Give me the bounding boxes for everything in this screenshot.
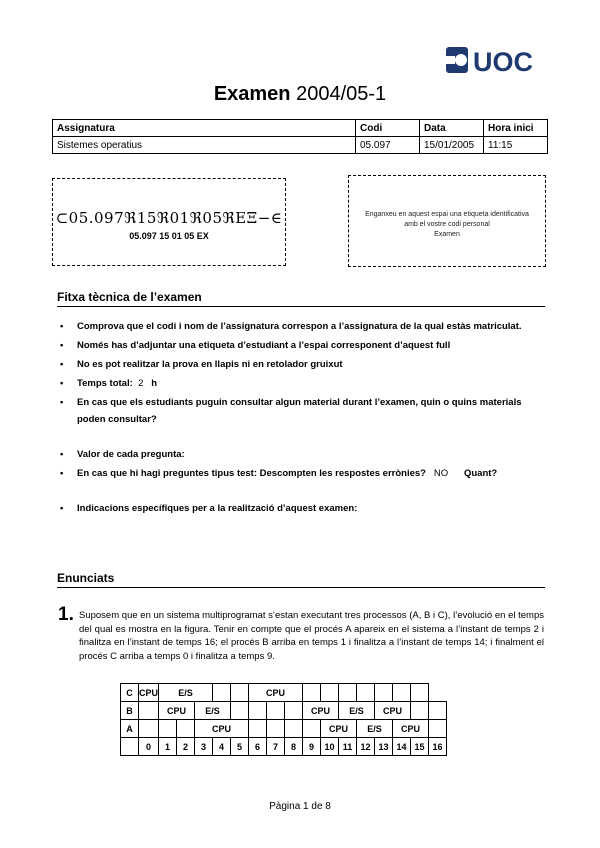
- header-code: Codi: [356, 120, 420, 137]
- timeline-cell: [139, 720, 159, 738]
- barcode-box: [52, 178, 286, 266]
- list-item: • En cas que els estudiants puguin consultar algun material durant l’examen, quin o quins materials poden consultar?: [57, 394, 537, 428]
- timeline-cell: [357, 684, 375, 702]
- list-item: • Comprova que el codi i nom de l’assignatura correspon a l’assignatura de la qual estàs matriculat.: [57, 318, 537, 335]
- row-label-c: C: [121, 684, 139, 702]
- section-heading-statements: Enunciats: [57, 571, 545, 588]
- code-value: 05.097: [356, 137, 420, 154]
- timeline-cell: [249, 702, 267, 720]
- time-tick: 5: [231, 738, 249, 756]
- timeline-cell: [249, 720, 267, 738]
- barcode-text: 05.097 15 01 05 EX: [129, 231, 209, 241]
- subject-value: Sistemes operatius: [53, 137, 356, 154]
- process-timeline-diagram: [120, 683, 447, 756]
- timeline-cell: [231, 684, 249, 702]
- question-text: Suposem que en un sistema multiprogramat s’estan executant tres processos (A, B i C), l’evolució en el temps del qual es mostra en la figura. Tenir en compte que el procés A apareix en el sistema a l’instant de temps 2 i finalitza en l’instant de temps 16; el procés B arriba en temps 1 i finalitza a l’instant de temps 14; i finalment el procés C arriba a temps 0 i finalitza a temps 9.: [79, 610, 544, 662]
- timeline-cell: CPU: [159, 702, 195, 720]
- time-tick: 2: [177, 738, 195, 756]
- timeline-cell: CPU: [139, 684, 159, 702]
- timeline-cell: [429, 720, 447, 738]
- list-item: • Temps total: 2 h: [57, 375, 537, 392]
- time-tick: 0: [139, 738, 159, 756]
- timeline-cell: E/S: [195, 702, 231, 720]
- timeline-cell: [267, 720, 285, 738]
- list-item: • Valor de cada pregunta:: [57, 446, 537, 463]
- header-date: Data: [420, 120, 484, 137]
- label-instruction-3: Examen: [434, 231, 460, 238]
- timeline-cell: [285, 720, 303, 738]
- exam-info-table: [52, 119, 548, 154]
- time-tick: 6: [249, 738, 267, 756]
- timeline-cell: E/S: [357, 720, 393, 738]
- time-tick: 7: [267, 738, 285, 756]
- timeline-cell: [411, 702, 429, 720]
- header-start-time: Hora inici: [484, 120, 548, 137]
- timeline-cell: CPU: [303, 702, 339, 720]
- timeline-cell: [213, 684, 231, 702]
- student-label-box: [348, 175, 546, 267]
- timeline-cell: [285, 702, 303, 720]
- timeline-cell: [375, 684, 393, 702]
- timeline-cell: [393, 684, 411, 702]
- timeline-cell: CPU: [195, 720, 249, 738]
- start-time-value: 11:15: [484, 137, 548, 154]
- time-tick: 12: [357, 738, 375, 756]
- timeline-cell: [321, 684, 339, 702]
- negative-marking-value: NO: [433, 468, 449, 479]
- timeline-cell: CPU: [393, 720, 429, 738]
- axis-corner: [121, 738, 139, 756]
- timeline-cell: [429, 702, 447, 720]
- timeline-cell: [339, 684, 357, 702]
- time-tick: 15: [411, 738, 429, 756]
- timeline-cell: [231, 702, 249, 720]
- label-instruction-2: amb el vostre codi personal: [404, 221, 490, 228]
- page-title: Examen 2004/05-1: [213, 83, 387, 105]
- date-value: 15/01/2005: [420, 137, 484, 154]
- total-time-value: 2: [138, 378, 144, 389]
- timeline-cell: E/S: [159, 684, 213, 702]
- row-label-a: A: [121, 720, 139, 738]
- time-tick: 9: [303, 738, 321, 756]
- timeline-cell: E/S: [339, 702, 375, 720]
- timeline-cell: [177, 720, 195, 738]
- timeline-cell: CPU: [321, 720, 357, 738]
- time-tick: 4: [213, 738, 231, 756]
- header-subject: Assignatura: [53, 120, 356, 137]
- timeline-cell: CPU: [375, 702, 411, 720]
- question-number: 1.: [58, 604, 74, 625]
- time-tick: 3: [195, 738, 213, 756]
- time-tick: 13: [375, 738, 393, 756]
- technical-bullets: [57, 318, 537, 517]
- timeline-cell: CPU: [249, 684, 303, 702]
- time-tick: 1: [159, 738, 177, 756]
- label-instruction-1: Enganxeu en aquest espai una etiqueta identificativa: [365, 211, 529, 218]
- timeline-cell: [159, 720, 177, 738]
- time-tick: 8: [285, 738, 303, 756]
- time-tick: 14: [393, 738, 411, 756]
- logo-text: UOC: [473, 47, 533, 75]
- timeline-cell: [303, 684, 321, 702]
- list-item: • No es pot realitzar la prova en llapis ni en retolador gruixut: [57, 356, 537, 373]
- time-tick: 11: [339, 738, 357, 756]
- barcode-glyphs: ⊂05.097ℜ15ℜ01ℜ05ℜEΞ−∈: [55, 209, 283, 227]
- row-label-b: B: [121, 702, 139, 720]
- timeline-cell: [139, 702, 159, 720]
- timeline-cell: [303, 720, 321, 738]
- list-item: • En cas que hi hagi preguntes tipus test: Descompten les respostes errònies? NO Quant?: [57, 465, 537, 482]
- section-heading-technical: Fitxa tècnica de l’examen: [57, 290, 545, 307]
- uoc-logo: [446, 45, 546, 75]
- list-item: • Indicacions específiques per a la realització d’aquest examen:: [57, 500, 537, 517]
- time-tick: 10: [321, 738, 339, 756]
- list-item: • Només has d’adjuntar una etiqueta d’estudiant a l’espai corresponent d’aquest full: [57, 337, 537, 354]
- timeline-cell: [411, 684, 429, 702]
- timeline-cell: [267, 702, 285, 720]
- page-footer: Pàgina 1 de 8: [269, 801, 331, 812]
- time-tick: 16: [429, 738, 447, 756]
